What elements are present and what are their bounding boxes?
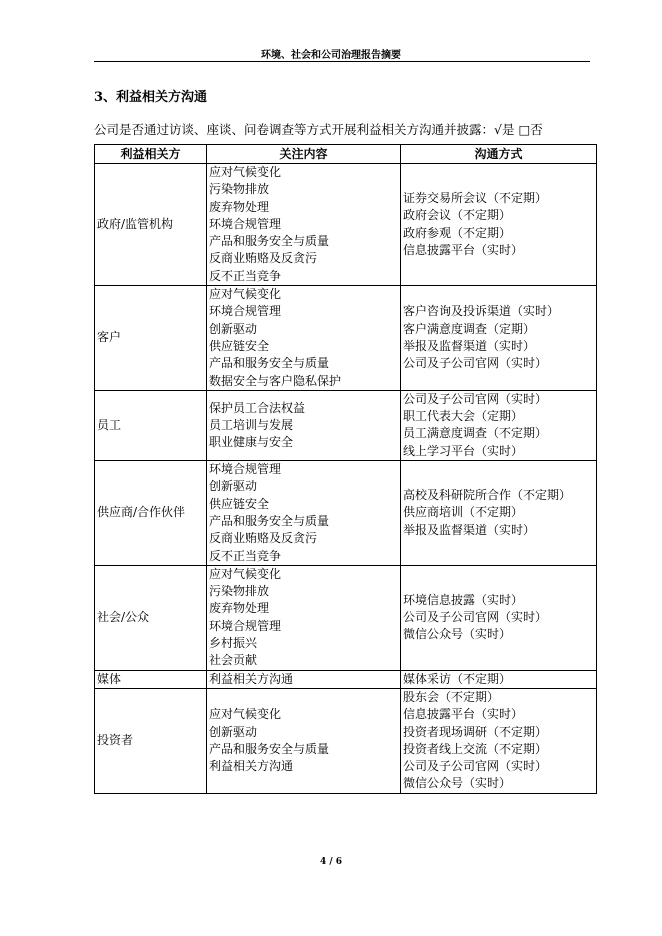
method-item: 政府参观（不定期） xyxy=(403,225,512,240)
concern-item: 产品和服务安全与质量 xyxy=(209,741,330,756)
page-header-title: 环境、社会和公司治理报告摘要 xyxy=(261,50,401,61)
method-item: 公司及子公司官网（实时） xyxy=(403,356,548,371)
concern-item: 应对气候变化 xyxy=(209,566,282,581)
table-row xyxy=(95,164,597,286)
concern-item: 反商业贿赂及反贪污 xyxy=(209,251,318,266)
method-item: 客户咨询及投诉渠道（实时） xyxy=(403,304,560,319)
intro-text: 公司是否通过访谈、座谈、问卷调查等方式开展利益相关方沟通并披露：√是 □否 xyxy=(94,122,543,137)
concern-item: 应对气候变化 xyxy=(209,707,282,722)
concern-item: 利益相关方沟通 xyxy=(209,671,294,686)
methods-cell xyxy=(401,461,597,566)
method-item: 高校及科研院所合作（不定期） xyxy=(403,487,572,502)
concerns-cell xyxy=(207,286,401,391)
stakeholder-name: 供应商/合作伙伴 xyxy=(95,461,207,566)
table-row xyxy=(95,565,597,670)
concern-item: 污染物排放 xyxy=(209,584,270,599)
concern-item: 反不正当竞争 xyxy=(209,548,282,563)
stakeholder-name: 投资者 xyxy=(95,688,207,793)
method-item: 举报及监督渠道（实时） xyxy=(403,522,536,537)
section-title: 3、利益相关方沟通 xyxy=(94,90,208,105)
stakeholder-name: 媒体 xyxy=(95,670,207,688)
concerns-cell xyxy=(207,688,401,793)
methods-cell xyxy=(401,565,597,670)
methods-cell xyxy=(401,286,597,391)
concern-item: 应对气候变化 xyxy=(209,165,282,179)
stakeholder-name: 社会/公众 xyxy=(95,565,207,670)
stakeholder-name: 政府/监管机构 xyxy=(95,164,207,286)
methods-cell xyxy=(401,670,597,688)
method-item: 股东会（不定期） xyxy=(403,689,500,704)
concern-item: 数据安全与客户隐私保护 xyxy=(209,373,342,388)
stakeholder-name: 客户 xyxy=(95,286,207,391)
method-item: 证券交易所会议（不定期） xyxy=(403,190,548,205)
method-item: 媒体采访（不定期） xyxy=(403,671,512,686)
method-item: 员工满意度调查（不定期） xyxy=(403,426,548,441)
table-row xyxy=(95,461,597,566)
concern-item: 废弃物处理 xyxy=(209,199,270,214)
method-item: 公司及子公司官网（实时） xyxy=(403,391,548,406)
method-item: 环境信息披露（实时） xyxy=(403,592,524,607)
concerns-cell xyxy=(207,390,401,460)
concern-item: 产品和服务安全与质量 xyxy=(209,513,330,528)
method-item: 信息披露平台（实时） xyxy=(403,707,524,722)
concern-item: 反不正当竞争 xyxy=(209,268,282,283)
concern-item: 社会贡献 xyxy=(209,653,258,668)
table-body xyxy=(95,164,597,794)
stakeholder-name: 员工 xyxy=(95,390,207,460)
method-item: 信息披露平台（实时） xyxy=(403,242,524,257)
page-number: 4 / 6 xyxy=(319,857,343,867)
method-item: 举报及监督渠道（实时） xyxy=(403,338,536,353)
method-item: 职工代表大会（定期） xyxy=(403,409,524,424)
concern-item: 环境合规管理 xyxy=(209,462,282,477)
table-row xyxy=(95,286,597,391)
method-item: 政府会议（不定期） xyxy=(403,208,512,223)
method-item: 投资者现场调研（不定期） xyxy=(403,724,548,739)
concern-item: 创新驱动 xyxy=(209,724,258,739)
method-item: 微信公众号（实时） xyxy=(403,776,512,791)
methods-cell xyxy=(401,688,597,793)
method-item: 供应商培训（不定期） xyxy=(403,505,524,520)
column-header-party: 利益相关方 xyxy=(95,145,207,164)
concern-item: 员工培训与发展 xyxy=(209,417,294,432)
concerns-cell xyxy=(207,461,401,566)
column-header-methods: 沟通方式 xyxy=(401,145,597,164)
concern-item: 产品和服务安全与质量 xyxy=(209,356,330,371)
concerns-cell xyxy=(207,565,401,670)
stakeholder-table xyxy=(94,144,597,794)
concern-item: 利益相关方沟通 xyxy=(209,759,294,774)
methods-cell xyxy=(401,390,597,460)
method-item: 线上学习平台（实时） xyxy=(403,443,524,458)
concern-item: 环境合规管理 xyxy=(209,216,282,231)
concern-item: 产品和服务安全与质量 xyxy=(209,234,330,249)
concern-item: 废弃物处理 xyxy=(209,601,270,616)
methods-cell xyxy=(401,164,597,286)
method-item: 客户满意度调查（定期） xyxy=(403,321,536,336)
table-row xyxy=(95,688,597,793)
table-row xyxy=(95,670,597,688)
concern-item: 创新驱动 xyxy=(209,321,258,336)
method-item: 投资者线上交流（不定期） xyxy=(403,741,548,756)
column-header-concerns: 关注内容 xyxy=(207,145,401,164)
table-row xyxy=(95,390,597,460)
concerns-cell xyxy=(207,670,401,688)
concern-item: 乡村振兴 xyxy=(209,636,258,651)
concern-item: 环境合规管理 xyxy=(209,304,282,319)
method-item: 公司及子公司官网（实时） xyxy=(403,610,548,625)
concerns-cell xyxy=(207,164,401,286)
concern-item: 职业健康与安全 xyxy=(209,435,294,450)
concern-item: 反商业贿赂及反贪污 xyxy=(209,531,318,546)
header-divider xyxy=(94,61,590,62)
concern-item: 创新驱动 xyxy=(209,479,258,494)
method-item: 微信公众号（实时） xyxy=(403,627,512,642)
concern-item: 供应链安全 xyxy=(209,496,270,511)
concern-item: 环境合规管理 xyxy=(209,618,282,633)
concern-item: 应对气候变化 xyxy=(209,287,282,302)
concern-item: 供应链安全 xyxy=(209,338,270,353)
concern-item: 污染物排放 xyxy=(209,182,270,197)
table-header-row xyxy=(95,145,597,164)
method-item: 公司及子公司官网（实时） xyxy=(403,759,548,774)
concern-item: 保护员工合法权益 xyxy=(209,400,306,415)
